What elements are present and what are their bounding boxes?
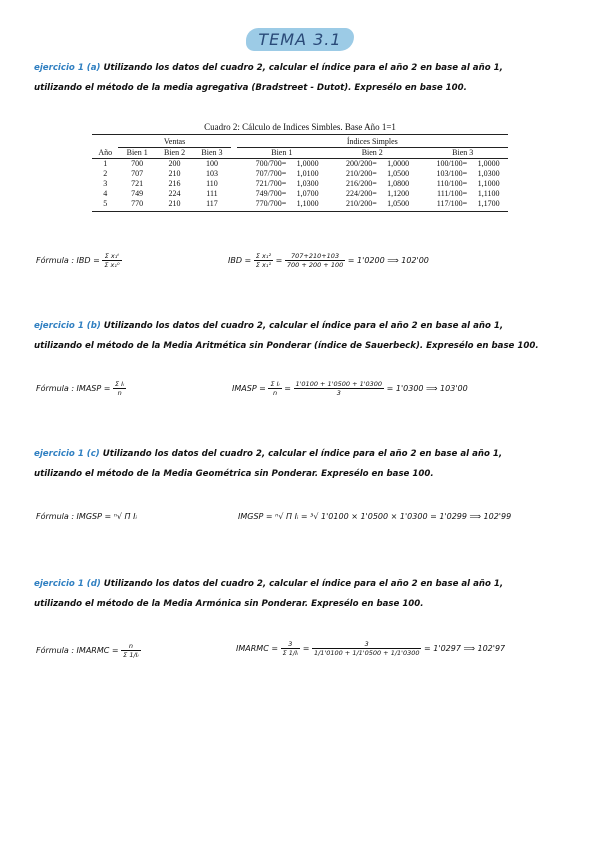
table-cell: 100	[205, 159, 218, 168]
formula-c: Fórmula : IMGSP = ⁿ√ Π Iᵢ	[36, 512, 137, 521]
table-cell: 200/200=	[346, 159, 377, 168]
table-cell: 100/100=	[436, 159, 468, 168]
formula-a: Fórmula : IBD = $\frac{\text{Σ x₁ᵗ}}{\text{Σ x₁⁰}}$	[36, 252, 120, 269]
exercise-a	[34, 58, 579, 98]
col-ventas-3: Bien 3	[193, 148, 230, 159]
exercise-b-label: ejercicio 1 (b)	[34, 321, 101, 331]
table-cell: 721/700=	[255, 179, 287, 188]
table-cell: 1	[103, 159, 108, 168]
formula-b-label: Fórmula : IMASP	[36, 384, 102, 393]
table-cell: 210	[168, 169, 181, 178]
title-container	[0, 28, 600, 51]
table-row	[92, 159, 508, 170]
calc-c-root2: ³√ 1'0100 × 1'0500 × 1'0300	[310, 512, 428, 521]
calc-a-result: = 1'0200 ⟹ 102'00	[347, 256, 429, 265]
calc-a-den2: 700 + 200 + 100	[286, 261, 344, 269]
table-cell: 210/200=	[327, 199, 379, 212]
calc-b-lhs: IMASP	[232, 384, 257, 393]
calc-b-den2: 3	[336, 389, 341, 397]
exercise-a-text2: utilizando el método de la media agregativa (Bradstreet - Dutot). Expresélo en base 100.	[34, 83, 467, 93]
formula-a-fraction	[102, 252, 121, 269]
formula-d-fraction	[121, 642, 141, 659]
table-cell: 1,1000	[288, 199, 327, 212]
calc-d-lhs: IMARMC	[236, 644, 269, 653]
calc-d-num1: 3	[281, 640, 301, 649]
table-cell: 749	[131, 189, 144, 198]
calc-a-frac2	[285, 252, 345, 269]
table-cell: 707/700=	[255, 169, 287, 178]
group-indices: Índices Simples	[237, 135, 508, 148]
page-title: TEMA 3.1	[246, 28, 353, 51]
calc-b: IMASP = $\frac{\text{Σ Iᵢ}}{n}$ = $\frac{1'0100 + 1'0500 + 1'0300}{3}$ = 1'0300 ⟹ 103'00	[232, 380, 468, 397]
table-cell: 700	[131, 159, 144, 168]
formula-d-label: Fórmula : IMARMC	[36, 646, 110, 655]
table-cell: 1,1200	[387, 189, 410, 198]
table-cell: 210/200=	[346, 169, 377, 178]
calc-d: IMARMC = $\frac{3}{\text{Σ 1/Iᵢ}}$ = $\frac{3}{1/1'0100 + 1/1'0500 + 1/1'0300}$ = 1'0297 ⟹ 102'97	[236, 640, 506, 657]
table-cell: 707	[131, 169, 144, 178]
table-cell: 1,0000	[477, 159, 500, 168]
table-cell: 111	[206, 189, 218, 198]
table-cell: 1,0800	[387, 179, 410, 188]
table-cell: 1,0000	[296, 159, 319, 168]
exercise-d-text2: utilizando el método de la Media Armónica sin Ponderar. Expresélo en base 100.	[34, 599, 424, 609]
calc-a-lhs: IBD	[228, 256, 243, 265]
table-cell: 1,0300	[477, 169, 500, 178]
table-cell: 770	[118, 199, 155, 212]
exercise-c-text: Utilizando los datos del cuadro 2, calcular el índice para el año 2 en base al año 1,	[102, 449, 503, 459]
formula-b-num: Σ Iᵢ	[115, 380, 125, 388]
formula-c-label: Fórmula : IMGSP	[36, 512, 102, 521]
table-row	[92, 199, 508, 212]
table-cell: 2	[103, 169, 108, 178]
table-cell: 103	[205, 169, 218, 178]
col-year: Año	[92, 148, 118, 159]
exercise-d-label: ejercicio 1 (d)	[34, 579, 101, 589]
exercise-c	[34, 444, 579, 484]
calc-d-result: = 1'0297 ⟹ 102'97	[424, 644, 506, 653]
calc-b-den1: n	[273, 389, 278, 397]
table-body	[92, 159, 508, 212]
formula-d-den: Σ 1/Iᵢ	[123, 651, 139, 659]
table-cell: 117	[193, 199, 230, 212]
table-cell: 1,1000	[477, 179, 500, 188]
table-cell: 770/700=	[237, 199, 289, 212]
calc-a: IBD = $\frac{\text{Σ x₁²}}{\text{Σ x₁¹}}$ = $\frac{707+210+103}{700 + 200 + 100}$ = 1'0200 ⟹ 102'00	[228, 252, 429, 269]
calc-c: IMGSP = ⁿ√ Π Iᵢ = ³√ 1'0100 × 1'0500 × 1'0300 = 1'0299 ⟹ 102'99	[238, 512, 512, 521]
col-indice-2: Bien 2	[327, 148, 417, 159]
table-cell: 721	[131, 179, 144, 188]
calc-c-root: ⁿ√ Π Iᵢ	[275, 512, 299, 521]
table-cell: 224/200=	[346, 189, 377, 198]
table-cell: 3	[103, 179, 108, 188]
table-cell: 749/700=	[255, 189, 287, 198]
exercise-c-text2: utilizando el método de la Media Geométrica sin Ponderar. Expresélo en base 100.	[34, 469, 434, 479]
table-row	[92, 189, 508, 199]
formula-d-num: n	[121, 642, 141, 651]
table-cell: 1,0100	[296, 169, 319, 178]
calc-d-den1: Σ 1/Iᵢ	[282, 649, 299, 657]
table-cell: 216/200=	[346, 179, 377, 188]
formula-a-label: Fórmula : IBD	[36, 256, 91, 265]
table-caption: Cuadro 2: Cálculo de Indices Simbles. Base Año 1=1	[204, 122, 396, 132]
table-cell: 700/700=	[255, 159, 287, 168]
exercise-b-text: Utilizando los datos del cuadro 2, calcular el índice para el año 2 en base al año 1,	[103, 321, 504, 331]
table-row	[92, 169, 508, 179]
calc-a-num1: Σ x₁²	[255, 252, 272, 260]
table-corner	[92, 135, 118, 148]
calc-b-num1: Σ Iᵢ	[270, 380, 280, 388]
table-cell: 110/100=	[436, 179, 468, 188]
calc-c-lhs: IMGSP	[238, 512, 264, 521]
calc-d-frac2	[312, 640, 422, 657]
col-indice-3: Bien 3	[417, 148, 508, 159]
table-cell: 200	[168, 159, 181, 168]
exercise-a-text: Utilizando los datos del cuadro 2, calcular el índice para el año 2 en base al año 1,	[103, 63, 503, 73]
calc-b-frac1	[268, 380, 281, 397]
exercise-b-text2: utilizando el método de la Media Aritmética sin Ponderar (índice de Sauerbeck). Expresélo en base 100.	[34, 341, 539, 351]
exercise-c-label: ejercicio 1 (c)	[34, 449, 100, 459]
calc-a-den1: Σ x₁¹	[255, 261, 272, 269]
table-cell: 1,0500	[379, 199, 418, 212]
table-cell: 224	[168, 189, 181, 198]
group-ventas: Ventas	[118, 135, 230, 148]
calc-a-num2: 707+210+103	[285, 252, 345, 261]
formula-b-fraction	[113, 380, 126, 397]
calc-d-frac1	[281, 640, 301, 657]
col-ventas-1: Bien 1	[118, 148, 155, 159]
exercise-b	[34, 316, 579, 356]
exercise-a-label: ejercicio 1 (a)	[34, 63, 101, 73]
formula-a-num: Σ x₁ᵗ	[102, 252, 121, 261]
table-cell: 1,0300	[296, 179, 319, 188]
col-indice-1: Bien 1	[237, 148, 327, 159]
table-cell: 216	[168, 179, 181, 188]
calc-b-num2: 1'0100 + 1'0500 + 1'0300	[295, 380, 383, 388]
table-cell: 1,1100	[477, 189, 500, 198]
calc-b-result: = 1'0300 ⟹ 103'00	[386, 384, 468, 393]
table-cell: 110	[206, 179, 218, 188]
table-cell: 1,0700	[296, 189, 319, 198]
table-row	[92, 179, 508, 189]
table-cell: 1,1700	[469, 199, 508, 212]
data-table	[92, 134, 508, 212]
calc-d-num2: 3	[312, 640, 422, 649]
table-cell: 210	[156, 199, 193, 212]
exercise-d-text: Utilizando los datos del cuadro 2, calcular el índice para el año 2 en base al año 1,	[103, 579, 504, 589]
table-cell: 117/100=	[417, 199, 469, 212]
formula-d: Fórmula : IMARMC = $\frac{n}{\text{Σ 1/Iᵢ}}$	[36, 642, 139, 659]
formula-b: Fórmula : IMASP = $\frac{\text{Σ Iᵢ}}{n}$	[36, 380, 125, 397]
calc-d-den2: 1/1'0100 + 1/1'0500 + 1/1'0300	[313, 649, 420, 657]
calc-c-result: = 1'0299 ⟹ 102'99	[430, 512, 512, 521]
formula-c-root: ⁿ√ Π Iᵢ	[113, 512, 137, 521]
formula-b-den: n	[117, 389, 122, 397]
table-cell: 111/100=	[437, 189, 468, 198]
calc-a-frac1	[254, 252, 273, 269]
exercise-d	[34, 574, 579, 614]
table-cell: 1,0000	[387, 159, 410, 168]
table-cell: 5	[92, 199, 118, 212]
formula-a-den: Σ x₁⁰	[104, 261, 120, 269]
table-cell: 4	[103, 189, 108, 198]
table-cell: 103/100=	[436, 169, 468, 178]
col-ventas-2: Bien 2	[156, 148, 193, 159]
calc-b-frac2	[294, 380, 385, 397]
table-cell: 1,0500	[387, 169, 410, 178]
